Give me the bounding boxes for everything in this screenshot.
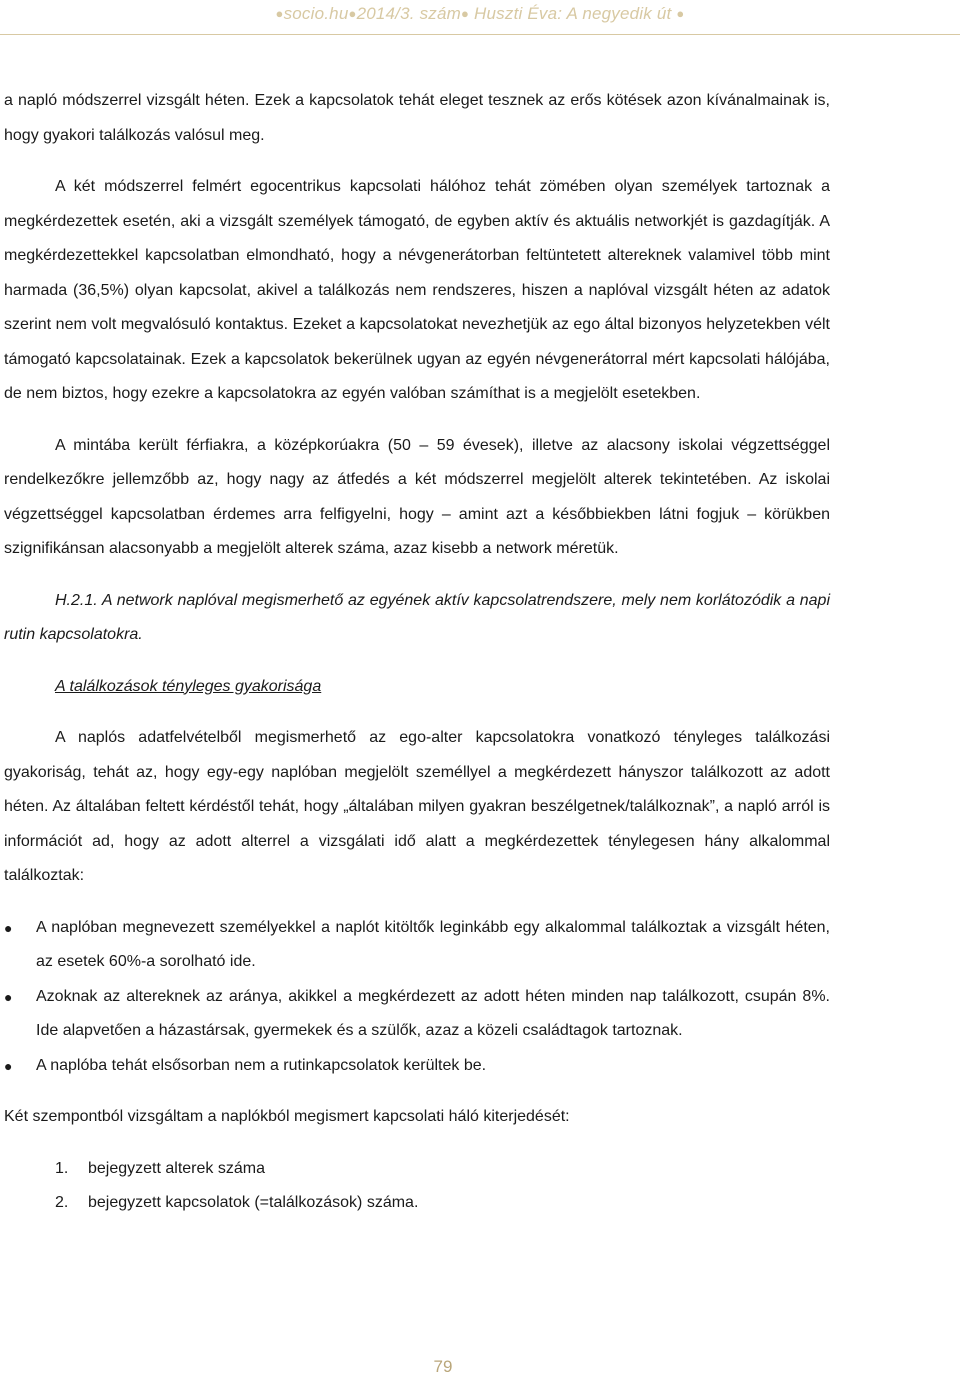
list-item-text: bejegyzett kapcsolatok (=találkozások) száma.	[88, 1194, 419, 1211]
page-body	[4, 84, 830, 1221]
paragraph: A két módszerrel felmért egocentrikus kapcsolati hálóhoz tehát zömében olyan személyek tartoznak a megkérdezettek esetén, aki a vizsgált személyek támogató, de egyben aktív és aktuális networkjét is gazdagítják. A megkérdezettekkel kapcsolatban elmondható, hogy a névgenerátorban feltüntetett altereknek valamivel több mint harmada (36,5%) olyan kapcsolat, akivel a találkozás nem rendszeres, hiszen a naplóval vizsgált héten az adatok szerint nem volt megvalósuló kontaktus. Ezeket a kapcsolatokat nevezhetjük az ego által bizonyos helyzetekben vélt támogató kapcsolatainak. Ezek a kapcsolatok bekerülnek ugyan az egyén névgenerátorral mért kapcsolati hálójába, de nem biztos, hogy ezekre a kapcsolatokra az egyén valóban számíthat is a megjelölt esetekben.	[4, 178, 830, 402]
list-item-text: bejegyzett alterek száma	[88, 1159, 265, 1177]
header-author-title: Huszti Éva: A negyedik út	[474, 4, 672, 23]
list-number: 2.	[55, 1194, 69, 1211]
section-subheading: A találkozások tényleges gyakorisága	[55, 677, 322, 695]
bullet-dot-icon: ●	[461, 6, 470, 21]
paragraph: A naplós adatfelvételből megismerhető az ego-alter kapcsolatokra vonatkozó tényleges találkozási gyakoriság, tehát az, hogy egy-egy naplóban megjelölt személlyel a megkérdezett hányszor találkozott az adott héten. Az általában feltett kérdéstől tehát, hogy „általában milyen gyakran beszélgetnek/találkoznak”, a napló arról is információt ad, hogy az adott alterrel a vizsgálati idő alatt a megkérdezettek ténylegesen hány alkalommal találkoztak:	[4, 729, 830, 884]
list-item-text: A naplóban megnevezett személyekkel a naplót kitöltők leginkább egy alkalommal találkoztak a vizsgált héten, az esetek 60%-a sorolható ide.	[36, 918, 830, 970]
page-number: 79	[433, 1357, 453, 1376]
list-item-text: Azoknak az altereknek az aránya, akikkel a megkérdezett az adott héten minden nap találkozott, csupán 8%. Ide alapvetően a házastársak, gyermekek és a szülők, azaz a közeli családtagok tartoznak.	[36, 987, 830, 1039]
paragraph: A mintába került férfiakra, a középkorúakra (50 – 59 évesek), illetve az alacsony iskolai végzettséggel rendelkezőkre jellemzőbb az, hogy nagy az átfedés a két módszerrel megjelölt alterek tekintetében. Az iskolai végzettséggel kapcsolatban érdemes arra felfigyelni, hogy – amint azt a későbbiekben látni fogjuk – körükben szignifikánsan alacsonyabb a megjelölt alterek száma, azaz kisebb a network méretük.	[4, 436, 830, 557]
bullet-dot-icon: ●	[275, 6, 284, 21]
list-number: 1.	[55, 1159, 69, 1177]
paragraph-continued: a napló módszerrel vizsgált héten. Ezek a kapcsolatok tehát eleget tesznek az erős kötések azon kívánalmainak is, hogy gyakori találkozás valósul meg.	[4, 92, 830, 144]
header-site: socio.hu	[283, 4, 349, 23]
hypothesis-text: A network naplóval megismerhető az egyének aktív kapcsolatrendszere, mely nem korlátozódik a napi rutin kapcsolatokra.	[4, 591, 831, 643]
list-item	[4, 1152, 830, 1187]
running-header	[0, 4, 960, 24]
list-item	[4, 1186, 830, 1221]
numbered-list	[4, 1152, 830, 1221]
bullet-dot-icon: ●	[676, 6, 685, 21]
paragraph: Két szempontból vizsgáltam a naplókból megismert kapcsolati háló kiterjedését:	[4, 1108, 570, 1125]
bullet-list	[4, 911, 830, 1084]
hypothesis	[4, 584, 830, 653]
bullet-icon: ●	[4, 988, 13, 1005]
bullet-dot-icon: ●	[348, 6, 357, 21]
hypothesis-label: H.2.1.	[55, 591, 98, 609]
list-item	[4, 1049, 830, 1084]
list-item-text: A naplóba tehát elsősorban nem a rutinkapcsolatok kerültek be.	[36, 1056, 487, 1074]
bullet-icon: ●	[4, 919, 13, 936]
list-item	[4, 980, 830, 1049]
list-item	[4, 911, 830, 980]
header-issue: 2014/3. szám	[356, 4, 462, 23]
bullet-icon: ●	[4, 1057, 13, 1074]
header-rule	[0, 34, 960, 35]
